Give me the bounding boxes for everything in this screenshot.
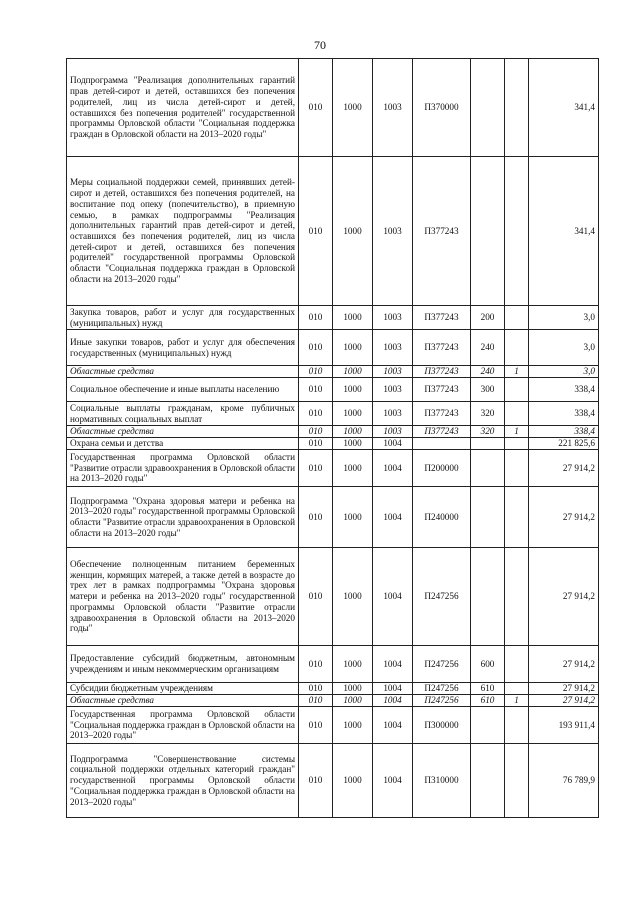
cell-funding-source xyxy=(505,438,529,450)
cell-target-article: П377243 xyxy=(413,157,471,306)
cell-subsection-code: 1004 xyxy=(373,487,413,548)
cell-expense-type: 610 xyxy=(471,695,505,707)
cell-amount: 3,0 xyxy=(529,330,599,366)
cell-target-article: П247256 xyxy=(413,695,471,707)
cell-name: Закупка товаров, работ и услуг для государственных (муниципальных) нужд xyxy=(67,306,299,330)
cell-expense-type xyxy=(471,438,505,450)
cell-section-code: 1000 xyxy=(333,306,373,330)
cell-target-article: П377243 xyxy=(413,378,471,402)
cell-name: Подпрограмма "Реализация дополнительных гарантий прав детей-сирот и детей, оставшихся без попечения родителей, лиц из числа детей-сирот и детей, оставшихся без попечения родителей" государственной программы Орловской области "Социальная поддержка граждан в Орловской области на 2013–2020 годы" xyxy=(67,59,299,157)
table-row xyxy=(67,378,599,402)
cell-subsection-code: 1003 xyxy=(373,59,413,157)
cell-funding-source xyxy=(505,306,529,330)
cell-funding-source xyxy=(505,59,529,157)
cell-admin-code: 010 xyxy=(299,548,333,646)
cell-section-code: 1000 xyxy=(333,683,373,695)
cell-funding-source xyxy=(505,402,529,426)
cell-amount: 338,4 xyxy=(529,378,599,402)
table-row xyxy=(67,306,599,330)
cell-expense-type: 320 xyxy=(471,426,505,438)
cell-admin-code: 010 xyxy=(299,157,333,306)
cell-target-article: П247256 xyxy=(413,548,471,646)
cell-admin-code: 010 xyxy=(299,59,333,157)
cell-section-code: 1000 xyxy=(333,59,373,157)
cell-subsection-code: 1004 xyxy=(373,695,413,707)
table-row xyxy=(67,438,599,450)
cell-admin-code: 010 xyxy=(299,450,333,487)
cell-subsection-code: 1004 xyxy=(373,450,413,487)
cell-name: Областные средства xyxy=(67,426,299,438)
table-row xyxy=(67,157,599,306)
cell-admin-code: 010 xyxy=(299,707,333,744)
cell-admin-code: 010 xyxy=(299,426,333,438)
cell-section-code: 1000 xyxy=(333,695,373,707)
cell-name: Областные средства xyxy=(67,366,299,378)
cell-funding-source xyxy=(505,548,529,646)
cell-section-code: 1000 xyxy=(333,378,373,402)
budget-table xyxy=(66,58,599,818)
cell-section-code: 1000 xyxy=(333,438,373,450)
cell-admin-code: 010 xyxy=(299,306,333,330)
cell-admin-code: 010 xyxy=(299,683,333,695)
cell-expense-type xyxy=(471,59,505,157)
cell-admin-code: 010 xyxy=(299,646,333,683)
cell-amount: 27 914,2 xyxy=(529,683,599,695)
cell-subsection-code: 1004 xyxy=(373,683,413,695)
cell-admin-code: 010 xyxy=(299,744,333,818)
cell-section-code: 1000 xyxy=(333,548,373,646)
cell-expense-type: 240 xyxy=(471,366,505,378)
cell-target-article: П247256 xyxy=(413,646,471,683)
cell-funding-source xyxy=(505,744,529,818)
cell-target-article: П300000 xyxy=(413,707,471,744)
cell-expense-type xyxy=(471,744,505,818)
cell-name: Обеспечение полноценным питанием беременных женщин, кормящих матерей, а также детей в возрасте до трех лет в рамках подпрограммы "Охрана здоровья матери и ребенка на 2013–2020 годы" государственной программы Орловской области "Развитие отрасли здравоохранения в Орловской области на 2013–2020 годы" xyxy=(67,548,299,646)
table-row xyxy=(67,450,599,487)
cell-subsection-code: 1004 xyxy=(373,646,413,683)
cell-expense-type: 600 xyxy=(471,646,505,683)
cell-name: Предоставление субсидий бюджетным, автономным учреждениям и иным некоммерческим организациям xyxy=(67,646,299,683)
cell-funding-source xyxy=(505,683,529,695)
table-row xyxy=(67,59,599,157)
cell-target-article: П377243 xyxy=(413,306,471,330)
cell-expense-type xyxy=(471,548,505,646)
cell-amount: 341,4 xyxy=(529,59,599,157)
cell-target-article: П377243 xyxy=(413,402,471,426)
page-number: 70 xyxy=(314,38,326,52)
cell-name: Меры социальной поддержки семей, принявших детей-сирот и детей, оставшихся без попечения родителей, на воспитание под опеку (попечительство), в приемную семью, в рамках подпрограммы "Реализация дополнительных гарантий прав детей-сирот и детей, оставшихся без попечения родителей, лиц из числа детей-сирот и детей, оставшихся без попечения родителей" государственной программы Орловской области "Социальная поддержка граждан в Орловской области на 2013–2020 годы" xyxy=(67,157,299,306)
cell-name: Иные закупки товаров, работ и услуг для обеспечения государственных (муниципальных) нужд xyxy=(67,330,299,366)
cell-funding-source xyxy=(505,157,529,306)
table-row xyxy=(67,646,599,683)
cell-amount: 193 911,4 xyxy=(529,707,599,744)
cell-expense-type: 200 xyxy=(471,306,505,330)
table-row xyxy=(67,366,599,378)
cell-amount: 3,0 xyxy=(529,306,599,330)
cell-expense-type xyxy=(471,157,505,306)
cell-funding-source xyxy=(505,378,529,402)
cell-section-code: 1000 xyxy=(333,707,373,744)
cell-admin-code: 010 xyxy=(299,378,333,402)
cell-subsection-code: 1004 xyxy=(373,548,413,646)
cell-target-article: П200000 xyxy=(413,450,471,487)
cell-expense-type: 320 xyxy=(471,402,505,426)
table-row xyxy=(67,683,599,695)
cell-section-code: 1000 xyxy=(333,487,373,548)
budget-table-body xyxy=(67,59,599,818)
cell-expense-type xyxy=(471,707,505,744)
table-row xyxy=(67,548,599,646)
cell-funding-source xyxy=(505,707,529,744)
table-row xyxy=(67,426,599,438)
cell-target-article: П377243 xyxy=(413,366,471,378)
cell-section-code: 1000 xyxy=(333,426,373,438)
cell-target-article: П370000 xyxy=(413,59,471,157)
cell-target-article xyxy=(413,438,471,450)
cell-subsection-code: 1003 xyxy=(373,330,413,366)
cell-subsection-code: 1003 xyxy=(373,157,413,306)
cell-name: Социальное обеспечение и иные выплаты населению xyxy=(67,378,299,402)
cell-subsection-code: 1003 xyxy=(373,426,413,438)
cell-target-article: П240000 xyxy=(413,487,471,548)
cell-section-code: 1000 xyxy=(333,744,373,818)
cell-funding-source xyxy=(505,487,529,548)
cell-target-article: П310000 xyxy=(413,744,471,818)
cell-expense-type: 300 xyxy=(471,378,505,402)
cell-admin-code: 010 xyxy=(299,487,333,548)
cell-name: Областные средства xyxy=(67,695,299,707)
table-row xyxy=(67,487,599,548)
cell-admin-code: 010 xyxy=(299,330,333,366)
cell-subsection-code: 1003 xyxy=(373,366,413,378)
table-row xyxy=(67,707,599,744)
cell-funding-source: 1 xyxy=(505,695,529,707)
cell-funding-source xyxy=(505,646,529,683)
cell-subsection-code: 1004 xyxy=(373,707,413,744)
cell-amount: 76 789,9 xyxy=(529,744,599,818)
cell-target-article: П247256 xyxy=(413,683,471,695)
cell-name: Социальные выплаты гражданам, кроме публичных нормативных социальных выплат xyxy=(67,402,299,426)
cell-name: Охрана семьи и детства xyxy=(67,438,299,450)
cell-amount: 27 914,2 xyxy=(529,487,599,548)
cell-target-article: П377243 xyxy=(413,426,471,438)
cell-amount: 27 914,2 xyxy=(529,646,599,683)
cell-subsection-code: 1003 xyxy=(373,402,413,426)
cell-amount: 338,4 xyxy=(529,402,599,426)
cell-admin-code: 010 xyxy=(299,366,333,378)
table-row xyxy=(67,402,599,426)
cell-name: Государственная программа Орловской области "Социальная поддержка граждан в Орловской области на 2013–2020 годы" xyxy=(67,707,299,744)
cell-target-article: П377243 xyxy=(413,330,471,366)
cell-amount: 3,0 xyxy=(529,366,599,378)
cell-subsection-code: 1004 xyxy=(373,438,413,450)
cell-expense-type: 610 xyxy=(471,683,505,695)
cell-amount: 27 914,2 xyxy=(529,548,599,646)
cell-amount: 338,4 xyxy=(529,426,599,438)
cell-section-code: 1000 xyxy=(333,402,373,426)
cell-funding-source: 1 xyxy=(505,426,529,438)
cell-expense-type xyxy=(471,450,505,487)
table-row xyxy=(67,330,599,366)
cell-section-code: 1000 xyxy=(333,157,373,306)
cell-expense-type: 240 xyxy=(471,330,505,366)
cell-expense-type xyxy=(471,487,505,548)
cell-funding-source xyxy=(505,330,529,366)
cell-name: Подпрограмма "Охрана здоровья матери и ребенка на 2013–2020 годы" государственной программы Орловской области "Развитие отрасли здравоохранения в Орловской области на 2013–2020 годы" xyxy=(67,487,299,548)
cell-section-code: 1000 xyxy=(333,450,373,487)
cell-amount: 341,4 xyxy=(529,157,599,306)
cell-subsection-code: 1004 xyxy=(373,744,413,818)
cell-admin-code: 010 xyxy=(299,438,333,450)
cell-funding-source: 1 xyxy=(505,366,529,378)
cell-subsection-code: 1003 xyxy=(373,306,413,330)
cell-name: Подпрограмма "Совершенствование системы социальной поддержки отдельных категорий граждан" государственной программы Орловской области "Социальная поддержка граждан в Орловской области на 2013–2020 годы" xyxy=(67,744,299,818)
cell-amount: 27 914,2 xyxy=(529,450,599,487)
table-row xyxy=(67,695,599,707)
cell-admin-code: 010 xyxy=(299,402,333,426)
cell-section-code: 1000 xyxy=(333,646,373,683)
table-row xyxy=(67,744,599,818)
cell-section-code: 1000 xyxy=(333,366,373,378)
cell-funding-source xyxy=(505,450,529,487)
cell-amount: 221 825,6 xyxy=(529,438,599,450)
cell-section-code: 1000 xyxy=(333,330,373,366)
cell-subsection-code: 1003 xyxy=(373,378,413,402)
cell-admin-code: 010 xyxy=(299,695,333,707)
cell-name: Государственная программа Орловской области "Развитие отрасли здравоохранения в Орловской области на 2013–2020 годы" xyxy=(67,450,299,487)
cell-name: Субсидии бюджетным учреждениям xyxy=(67,683,299,695)
cell-amount: 27 914,2 xyxy=(529,695,599,707)
